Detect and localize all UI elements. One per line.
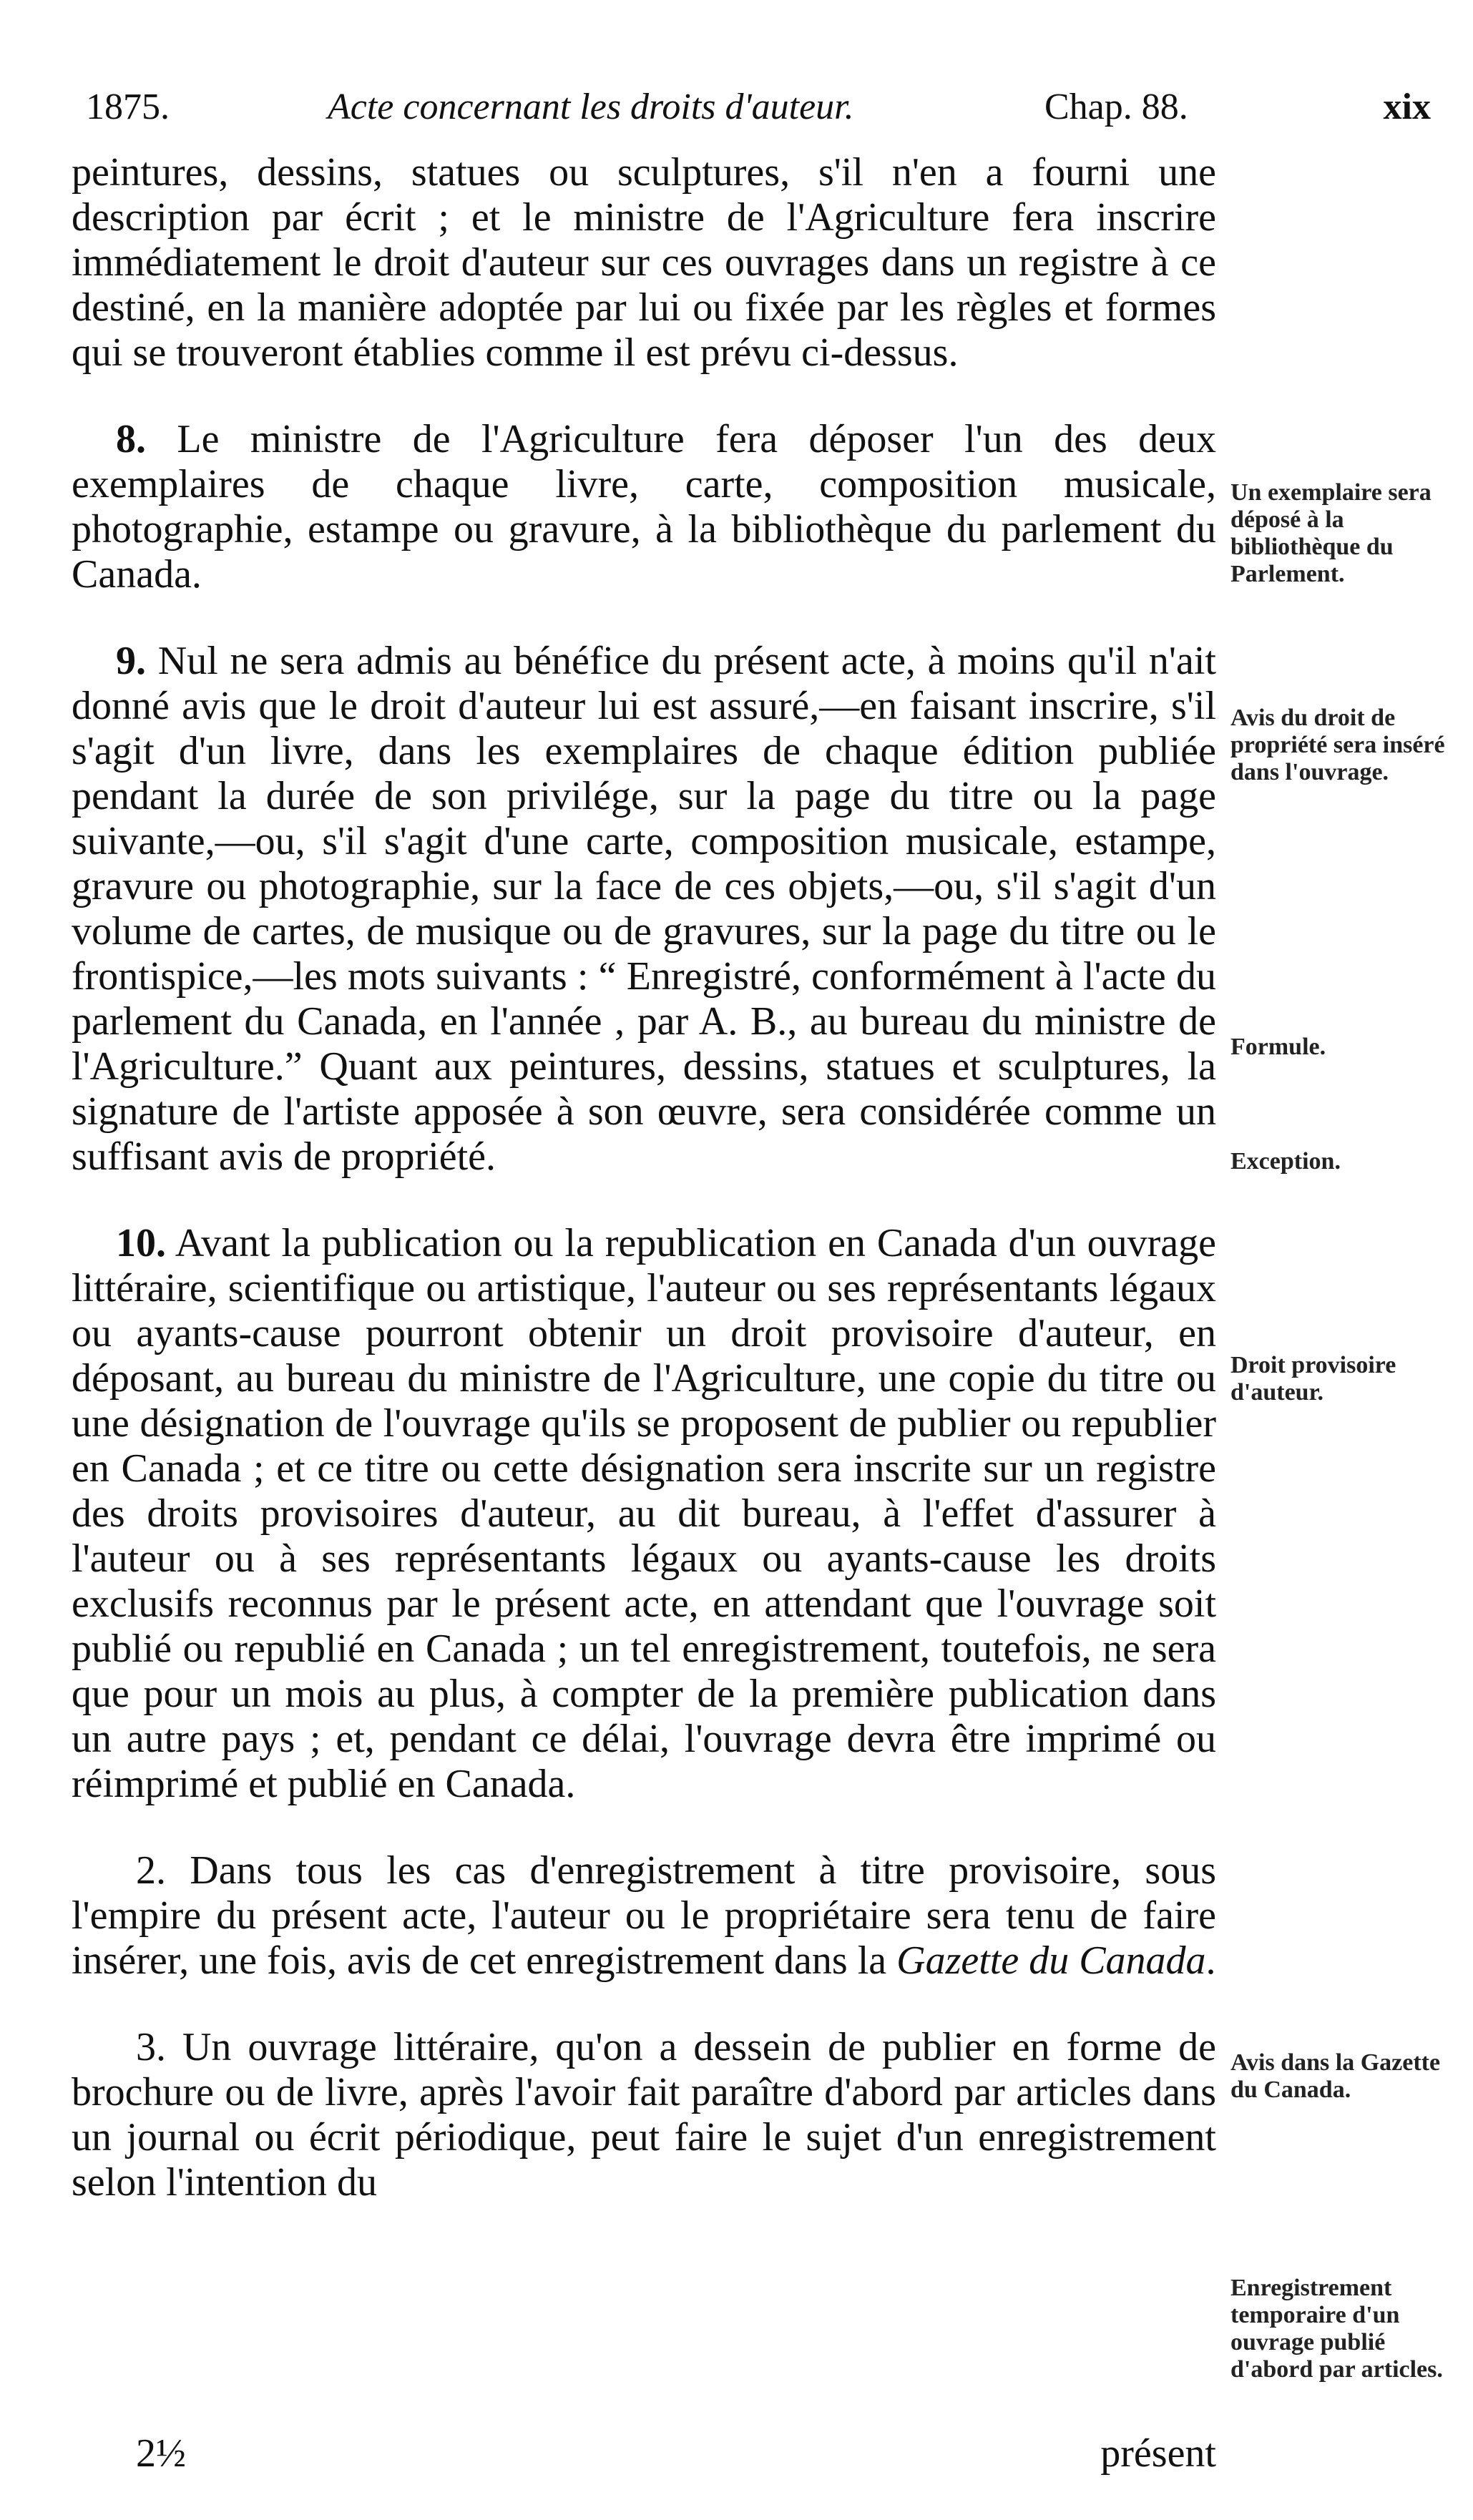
margin-note-10: Droit provisoire d'auteur. [1230,1352,1396,1406]
section-text: Avant la publication ou la republication en Canada d'un ouvrage littéraire, scientifique ou artistique, l'auteur ou ses représentants légaux ou ayants-cause pourront obtenir un droit provisoire d'auteur, en déposant, au bureau du ministre de l'Agriculture, une copie du titre ou une désignation de l'ouvrage qu'ils se proposent de publier ou republier en Canada ; et ce titre ou cette désignation sera inscrite sur un registre des droits provisoires d'auteur, au dit bureau, à l'effet d'assurer à l'auteur ou à ses représentants légaux ou ayants-cause les droits exclusifs reconnus par le présent acte, en attendant que l'ouvrage soit publié ou republié en Canada ; un tel enregistrement, toutefois, ne sera que pour un mois au plus, à compter de la première publication dans un autre pays ; et, pendant ce délai, l'ouvrage devra être imprimé ou réimprimé et publié en Canada. [72,1221,1216,1806]
margin-note-10-2: Avis dans la Gazette du Canada. [1230,2049,1441,2103]
paragraph-continuation: peintures, dessins, statues ou sculptures, s'il n'en a fourni une description par écrit ; et le ministre de l'Agriculture fera inscrire immédiatement le droit d'auteur sur ces ouvrages dans un registre à ce destiné, en la manière adoptée par lui ou fixée par les règles et formes qui se trouveront établies comme il est prévu ci-dessus. [72,150,1216,375]
subsection-text: 2. Dans tous les cas d'enregistrement à titre provisoire, sous l'empire du présent acte, l'auteur ou le propriétaire sera tenu de faire insérer, une fois, avis de cet enregistrement dans la [72,1848,1216,1983]
header-title: Acte concernant les droits d'auteur. [328,87,854,127]
margin-note-8: Un exemplaire sera déposé à la bibliothèque du Parlement. [1230,479,1432,587]
gazette-title: Gazette du Canada [896,1938,1206,1983]
main-text [72,150,1216,2205]
section-number: 10. [116,1221,166,1265]
section-10 [72,1221,1216,1807]
section-number: 9. [116,639,146,683]
subsection-end: . [1205,1938,1216,1983]
catchword: présent [1100,2431,1216,2476]
subsection-10-2 [72,1848,1216,1984]
section-8 [72,417,1216,597]
margin-note-exception: Exception. [1230,1148,1341,1175]
header-year: 1875. [86,87,170,127]
margin-note-9: Avis du droit de propriété sera inséré dans l'ouvrage. [1230,705,1445,785]
section-text: Le ministre de l'Agriculture fera déposer l'un des deux exemplaires de chaque livre, carte, composition musicale, photographie, estampe ou gravure, à la bibliothèque du parlement du Canada. [72,417,1216,597]
section-9 [72,639,1216,1180]
running-header [86,75,1431,139]
margin-note-formule: Formule. [1230,1034,1326,1060]
section-text: Nul ne sera admis au bénéfice du présent acte, à moins qu'il n'ait donné avis que le droit d'auteur lui est assuré,—en faisant inscrire, s'il s'agit d'un livre, dans les exemplaires de chaque édition publiée pendant la durée de son privilége, sur la page du titre ou la page suivante,—ou, s'il s'agit d'une carte, composition musicale, estampe, gravure ou photographie, sur la face de ces objets,—ou, s'il s'agit d'un volume de cartes, de musique ou de gravures, sur la page du titre ou le frontispice,—les mots suivants : “ Enregistré, conformément à l'acte du parlement du Canada, en l'année , par A. B., au bureau du ministre de l'Agriculture.” Quant aux peintures, dessins, statues et sculptures, la signature de l'artiste apposée à son œuvre, sera considérée comme un suffisant avis de propriété. [72,639,1216,1179]
page-number: xix [1383,87,1431,127]
signature-mark: 2½ [136,2431,186,2476]
margin-note-10-3: Enregistrement temporaire d'un ouvrage publié d'abord par articles. [1230,2275,1443,2383]
page-footer [72,2428,1216,2479]
section-number: 8. [116,417,146,461]
subsection-10-3: 3. Un ouvrage littéraire, qu'on a dessein de publier en forme de brochure ou de livre, après l'avoir fait paraître d'abord par articles dans un journal ou écrit périodique, peut faire le sujet d'un enregistrement selon l'intention du [72,2025,1216,2205]
header-chapter: Chap. 88. [1044,87,1188,127]
